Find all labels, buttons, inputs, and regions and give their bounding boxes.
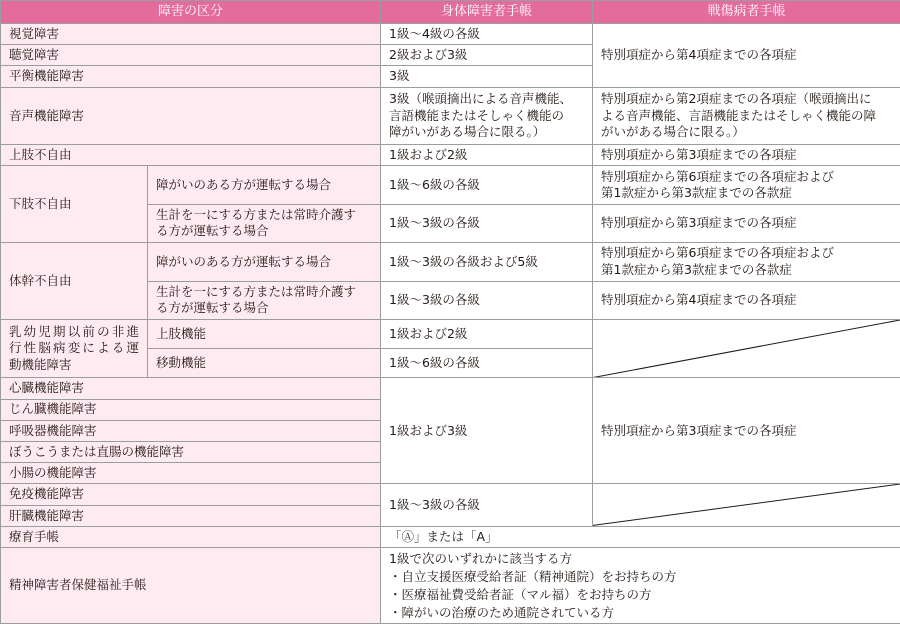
- physical-cerebral-upper: 1級および2級: [381, 319, 593, 348]
- category-respiratory: 呼吸器機能障害: [1, 420, 381, 441]
- category-mental: 精神障害者保健福祉手帳: [1, 548, 381, 624]
- table-row: [1, 526, 900, 547]
- category-balance: 平衡機能障害: [1, 66, 381, 87]
- table-row: [1, 548, 900, 624]
- header-category: 障害の区分: [1, 1, 381, 24]
- physical-internal: 1級および3級: [381, 378, 593, 484]
- table-row: [1, 87, 900, 145]
- category-voice: 音声機能障害: [1, 87, 381, 145]
- war-upper-limb: 特別項症から第3項症までの各項症: [593, 145, 900, 166]
- mental-conditions: 1級で次のいずれかに該当する方 ・自立支援医療受給者証（精神通院）をお持ちの方 ・医療福祉費受給者証（マル福）をお持ちの方 ・障がいの治療のため通院されている方: [381, 548, 900, 624]
- physical-immune-liver: 1級〜3級の各級: [381, 484, 593, 526]
- table-row: [1, 166, 900, 204]
- category-visual: 視覚障害: [1, 24, 381, 45]
- category-small-intestine: 小腸の機能障害: [1, 463, 381, 484]
- war-visual-hearing-balance: 特別項症から第4項症までの各項症: [593, 24, 900, 88]
- physical-trunk-self: 1級〜3級の各級および5級: [381, 243, 593, 281]
- category-kidney: じん臓機能障害: [1, 399, 381, 420]
- header-row: [1, 1, 900, 24]
- category-bladder: ぼうこうまたは直腸の機能障害: [1, 442, 381, 463]
- category-cerebral: 乳幼児期以前の非進 行性脳病変による運 動機能障害: [1, 319, 148, 378]
- header-war-handbook: 戦傷病者手帳: [593, 1, 900, 24]
- category-upper-limb: 上肢不自由: [1, 145, 381, 166]
- table-row: [1, 243, 900, 281]
- war-lower-limb-self: 特別項症から第6項症までの各項症および 第1款症から第3款症までの各款症: [593, 166, 900, 204]
- physical-balance: 3級: [381, 66, 593, 87]
- header-physical-handbook: 身体障害者手帳: [381, 1, 593, 24]
- diagonal-slash: [593, 484, 900, 525]
- war-lower-limb-caregiver: 特別項症から第3項症までの各項症: [593, 204, 900, 242]
- category-hearing: 聴覚障害: [1, 45, 381, 66]
- war-immune-not-applicable: [593, 484, 900, 526]
- sub-cerebral-upper: 上肢機能: [148, 319, 381, 348]
- war-voice: 特別項症から第2項症までの各項症（喉頭摘出に よる音声機能、言語機能またはそしゃく機能の障 がいがある場合に限る。）: [593, 87, 900, 145]
- physical-hearing: 2級および3級: [381, 45, 593, 66]
- sub-cerebral-mobility: 移動機能: [148, 349, 381, 378]
- category-liver: 肝臓機能障害: [1, 505, 381, 526]
- sub-lower-limb-self: 障がいのある方が運転する場合: [148, 166, 381, 204]
- category-lower-limb: 下肢不自由: [1, 166, 148, 243]
- physical-visual: 1級〜4級の各級: [381, 24, 593, 45]
- sub-trunk-caregiver: 生計を一にする方または常時介護す る方が運転する場合: [148, 281, 381, 319]
- physical-trunk-caregiver: 1級〜3級の各級: [381, 281, 593, 319]
- ryoiku-value: 「Ⓐ」または「A」: [381, 526, 900, 547]
- physical-lower-limb-caregiver: 1級〜3級の各級: [381, 204, 593, 242]
- table-row: [1, 145, 900, 166]
- sub-lower-limb-caregiver: 生計を一にする方または常時介護す る方が運転する場合: [148, 204, 381, 242]
- diagonal-slash: [593, 320, 900, 378]
- war-internal: 特別項症から第3項症までの各項症: [593, 378, 900, 484]
- physical-upper-limb: 1級および2級: [381, 145, 593, 166]
- war-cerebral-not-applicable: [593, 319, 900, 378]
- physical-cerebral-mobility: 1級〜6級の各級: [381, 349, 593, 378]
- sub-trunk-self: 障がいのある方が運転する場合: [148, 243, 381, 281]
- physical-voice: 3級（喉頭摘出による音声機能、 言語機能またはそしゃく機能の 障がいがある場合に限る。）: [381, 87, 593, 145]
- war-trunk-caregiver: 特別項症から第4項症までの各項症: [593, 281, 900, 319]
- category-immune: 免疫機能障害: [1, 484, 381, 505]
- table-row: [1, 319, 900, 348]
- table-row: [1, 378, 900, 399]
- category-trunk: 体幹不自由: [1, 243, 148, 320]
- war-trunk-self: 特別項症から第6項症までの各項症および 第1款症から第3款症までの各款症: [593, 243, 900, 281]
- table-row: [1, 24, 900, 45]
- category-ryoiku: 療育手帳: [1, 526, 381, 547]
- table-row: [1, 484, 900, 505]
- physical-lower-limb-self: 1級〜6級の各級: [381, 166, 593, 204]
- category-heart: 心臓機能障害: [1, 378, 381, 399]
